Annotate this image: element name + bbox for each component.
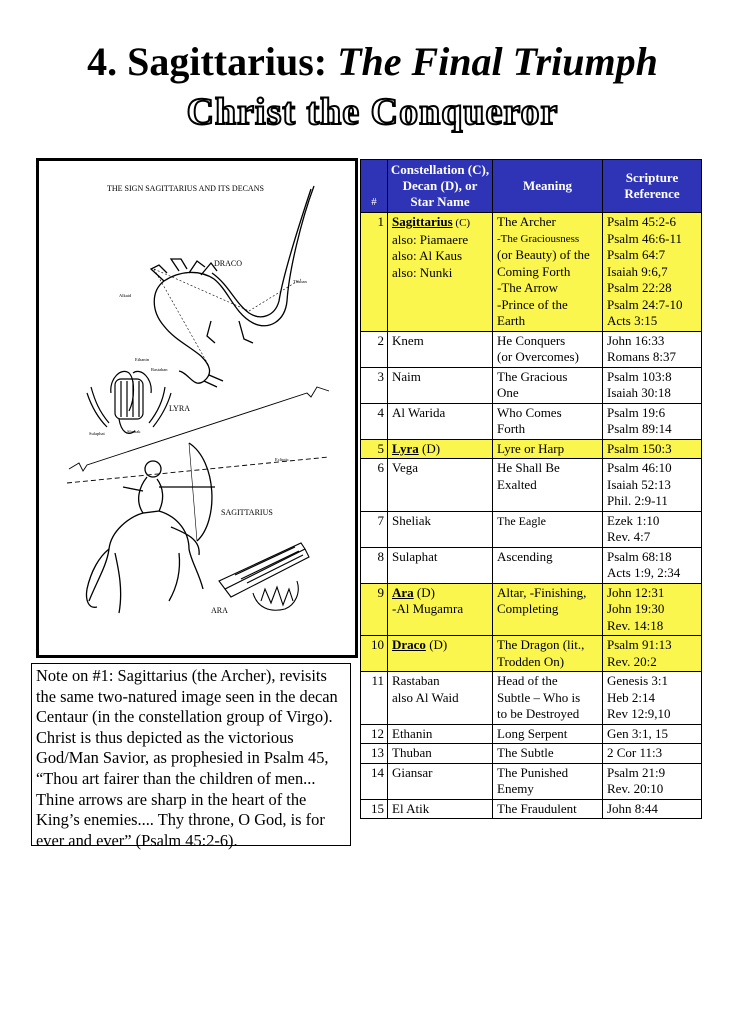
cell-line: Psalm 46:6-11 (607, 230, 682, 246)
constellation-type: (D) (425, 637, 448, 652)
row-number: 12 (361, 724, 388, 744)
cell-line: The Punished (497, 764, 569, 780)
label-lyra: LYRA (169, 404, 190, 413)
row-meaning (493, 724, 603, 744)
cell-line: Rev. 20:10 (607, 781, 664, 796)
cell-line: Ascending (497, 548, 553, 564)
cell-line: Romans 8:37 (607, 349, 676, 364)
cell-line: The Subtle (497, 745, 554, 760)
row-scripture (603, 439, 702, 459)
cell-line: The Gracious (497, 368, 568, 384)
row-name (388, 213, 493, 332)
header-num: # (361, 160, 388, 213)
cell-line: Vega (392, 460, 418, 475)
cell-line: The Fraudulent (497, 800, 577, 816)
cell-line: Psalm 46:10 (607, 460, 672, 475)
label-ethanin: Ethanin (135, 357, 149, 362)
cell-line: John 12:31 (607, 584, 665, 600)
cell-line: He Conquers (497, 332, 566, 348)
cell-line: Psalm 24:7-10 (607, 296, 683, 312)
cell-line (392, 637, 488, 654)
row-number: 10 (361, 636, 388, 672)
cell-line: Sulaphat (392, 548, 438, 564)
table-row (361, 724, 702, 744)
header-scripture: Scripture Reference (603, 160, 702, 213)
draco-star-lines (154, 269, 301, 366)
cell-line: Psalm 89:14 (607, 421, 672, 436)
row-name (388, 459, 493, 512)
cell-line (392, 585, 488, 602)
cell-line (392, 441, 488, 458)
cell-line: Genesis 3:1 (607, 673, 669, 688)
cell-line: Phil. 2:9-11 (607, 493, 668, 508)
row-name (388, 331, 493, 367)
cell-line: Psalm 68:18 (607, 548, 672, 564)
table-row (361, 799, 702, 819)
page-title (0, 40, 745, 84)
cell-line: Rev 12:9,10 (607, 706, 671, 721)
row-meaning (493, 367, 603, 403)
row-name (388, 439, 493, 459)
page-subtitle: Christ the Conqueror (186, 91, 559, 133)
table-row (361, 672, 702, 725)
label-thuban: Thuban (293, 279, 307, 284)
cell-line: Subtle – Who is (497, 689, 581, 705)
row-meaning (493, 763, 603, 799)
table-row (361, 331, 702, 367)
cell-line: One (497, 385, 519, 400)
cell-line: Acts 1:9, 2:34 (607, 565, 681, 580)
row-number: 15 (361, 799, 388, 819)
row-meaning (493, 459, 603, 512)
cell-line: Thuban (392, 745, 432, 760)
figure-title: THE SIGN SAGITTARIUS AND ITS DECANS (107, 184, 264, 193)
cell-line: (or Beauty) of the (497, 247, 590, 262)
row-meaning (493, 744, 603, 764)
constellation-type: (C) (452, 217, 471, 229)
table-row (361, 763, 702, 799)
cell-line: Knem (392, 332, 424, 348)
row-meaning (493, 331, 603, 367)
row-meaning (493, 213, 603, 332)
cell-line: Rev. 4:7 (607, 529, 651, 544)
lyra-drawing (87, 371, 171, 433)
constellation-figure (36, 158, 358, 658)
draco-drawing (151, 186, 314, 387)
row-name (388, 636, 493, 672)
row-number: 7 (361, 511, 388, 547)
cell-line: Isaiah 30:18 (607, 385, 671, 400)
cell-line: Psalm 19:6 (607, 404, 666, 420)
cell-line: John 16:33 (607, 332, 665, 348)
cell-line: Exalted (497, 476, 537, 492)
table-row (361, 744, 702, 764)
table-row (361, 511, 702, 547)
note-text: Note on #1: Sagittarius (the Archer), revisits the same two-natured image seen in the decan Centaur (in the constellation group of Virgo). Christ is thus depicted as the victorious God/Man Savior, as prophesied in Psalm 45, “Thou art fairer than the children of men... Thine arrows are sharp in the heart of the King’s enemies.... Thy throne, O God, is for ever and ever” (Psalm 45:2-6). (36, 666, 338, 850)
row-meaning (493, 583, 603, 636)
title-name: Sagittarius: (127, 39, 328, 84)
row-number: 8 (361, 547, 388, 583)
cell-line: 2 Cor 11:3 (607, 745, 663, 760)
row-scripture (603, 403, 702, 439)
cell-line: Acts 3:15 (607, 313, 658, 328)
table-header-row (361, 160, 702, 213)
cell-line: Naim (392, 368, 421, 384)
table-row (361, 367, 702, 403)
table-row (361, 583, 702, 636)
label-sheliak: Sheliak (127, 429, 141, 434)
row-name (388, 799, 493, 819)
row-number: 1 (361, 213, 388, 332)
row-meaning (493, 799, 603, 819)
table-row (361, 439, 702, 459)
cell-line (392, 214, 488, 232)
cell-line: Sheliak (392, 512, 431, 528)
label-rastaban: Rastaban (151, 367, 168, 372)
cell-line: Trodden On) (497, 653, 565, 669)
row-meaning (493, 439, 603, 459)
row-number: 9 (361, 583, 388, 636)
row-scripture (603, 367, 702, 403)
row-name (388, 672, 493, 725)
cell-line: also Al Waid (392, 689, 459, 705)
title-number: 4. (87, 39, 118, 84)
cell-line: Psalm 45:2-6 (607, 214, 676, 229)
constellation-name: Ara (392, 584, 414, 600)
constellation-drawing (39, 161, 355, 655)
constellation-type: (D) (418, 440, 441, 456)
row-scripture (603, 744, 702, 764)
row-name (388, 547, 493, 583)
row-scripture (603, 459, 702, 512)
cell-line: Altar, -Finishing, (497, 584, 587, 600)
cell-line: Lyre or Harp (497, 440, 565, 456)
row-meaning (493, 547, 603, 583)
cell-line: The Eagle (497, 513, 546, 528)
row-scripture (603, 547, 702, 583)
row-number: 6 (361, 459, 388, 512)
row-meaning (493, 403, 603, 439)
cell-line: Giansar (392, 764, 433, 780)
cell-line: Isaiah 9:6,7 (607, 263, 668, 279)
cell-line: Forth (497, 421, 526, 436)
cell-line: Rastaban (392, 673, 440, 688)
cell-line: Gen 3:1, 15 (607, 725, 669, 741)
cell-line: Heb 2:14 (607, 689, 656, 705)
row-scripture (603, 636, 702, 672)
ara-drawing (219, 543, 309, 610)
cell-line: The Archer (497, 214, 556, 229)
cell-line: to be Destroyed (497, 706, 580, 721)
cell-line: Psalm 103:8 (607, 368, 672, 384)
row-scripture (603, 672, 702, 725)
row-number: 2 (361, 331, 388, 367)
label-draco: DRACO (214, 259, 243, 268)
cell-line: Psalm 64:7 (607, 247, 666, 262)
cell-line: -Prince of the (497, 296, 568, 312)
cell-line: Isaiah 52:13 (607, 476, 671, 492)
header-name: Constellation (C), Decan (D), or Star Name (388, 160, 493, 213)
table-body (361, 213, 702, 819)
cell-line: Psalm 150:3 (607, 440, 672, 456)
row-name (388, 724, 493, 744)
cell-line: Enemy (497, 781, 534, 796)
cell-line: Al Warida (392, 404, 446, 420)
cell-line: Ethanin (392, 725, 433, 741)
table-row (361, 403, 702, 439)
row-number: 5 (361, 439, 388, 459)
row-meaning (493, 636, 603, 672)
row-number: 14 (361, 763, 388, 799)
constellation-name: Draco (392, 637, 426, 652)
cell-line: also: Al Kaus (392, 248, 463, 263)
cell-line: Psalm 22:28 (607, 280, 672, 295)
cell-line: -Al Mugamra (392, 601, 464, 616)
cell-line: also: Nunki (392, 264, 453, 280)
row-number: 4 (361, 403, 388, 439)
ecliptic-line (67, 387, 329, 483)
row-number: 13 (361, 744, 388, 764)
row-name (388, 511, 493, 547)
cell-line: Rev. 20:2 (607, 653, 657, 669)
cell-line: John 8:44 (607, 800, 658, 816)
constellation-table (360, 159, 702, 819)
cell-line: Who Comes (497, 404, 562, 420)
cell-line: Psalm 91:13 (607, 637, 672, 652)
header-meaning: Meaning (493, 160, 603, 213)
cell-line: Earth (497, 313, 526, 328)
cell-line: He Shall Be (497, 460, 560, 475)
cell-line: Rev. 14:18 (607, 617, 664, 633)
cell-line: -The Graciousness (497, 232, 580, 245)
row-number: 3 (361, 367, 388, 403)
label-sagittarius: SAGITTARIUS (221, 508, 273, 517)
label-ecliptic: Ecliptic (275, 457, 289, 462)
cell-line: The Dragon (lit., (497, 637, 585, 652)
cell-line: Ezek 1:10 (607, 512, 660, 528)
cell-line: Long Serpent (497, 725, 568, 741)
table-row (361, 547, 702, 583)
cell-line: Psalm 21:9 (607, 764, 666, 780)
cell-line: also: Piamaere (392, 231, 469, 247)
cell-line: John 19:30 (607, 601, 665, 616)
row-meaning (493, 511, 603, 547)
sagittarius-drawing (86, 443, 215, 613)
cell-line: Completing (497, 601, 559, 616)
cell-line: Coming Forth (497, 263, 571, 279)
row-name (388, 403, 493, 439)
row-name (388, 744, 493, 764)
constellation-name: Sagittarius (392, 214, 453, 229)
table-row (361, 459, 702, 512)
constellation-name: Lyra (392, 440, 419, 456)
row-name (388, 367, 493, 403)
label-ara: ARA (211, 606, 228, 615)
title-theme: The Final Triumph (337, 39, 658, 84)
cell-line: El Atik (392, 800, 430, 816)
row-scripture (603, 763, 702, 799)
row-scripture (603, 213, 702, 332)
row-meaning (493, 672, 603, 725)
row-scripture (603, 724, 702, 744)
note-box (31, 663, 351, 850)
table-row (361, 213, 702, 332)
table-row (361, 636, 702, 672)
cell-line: (or Overcomes) (497, 349, 579, 364)
row-scripture (603, 799, 702, 819)
row-name (388, 763, 493, 799)
label-alkaid: Alkaid (119, 293, 132, 298)
label-sulaphat: Sulaphat (89, 431, 105, 436)
row-name (388, 583, 493, 636)
cell-line: -The Arrow (497, 280, 559, 295)
row-scripture (603, 583, 702, 636)
row-scripture (603, 331, 702, 367)
row-scripture (603, 511, 702, 547)
constellation-type: (D) (413, 584, 435, 600)
row-number: 11 (361, 672, 388, 725)
cell-line: Head of the (497, 673, 558, 688)
